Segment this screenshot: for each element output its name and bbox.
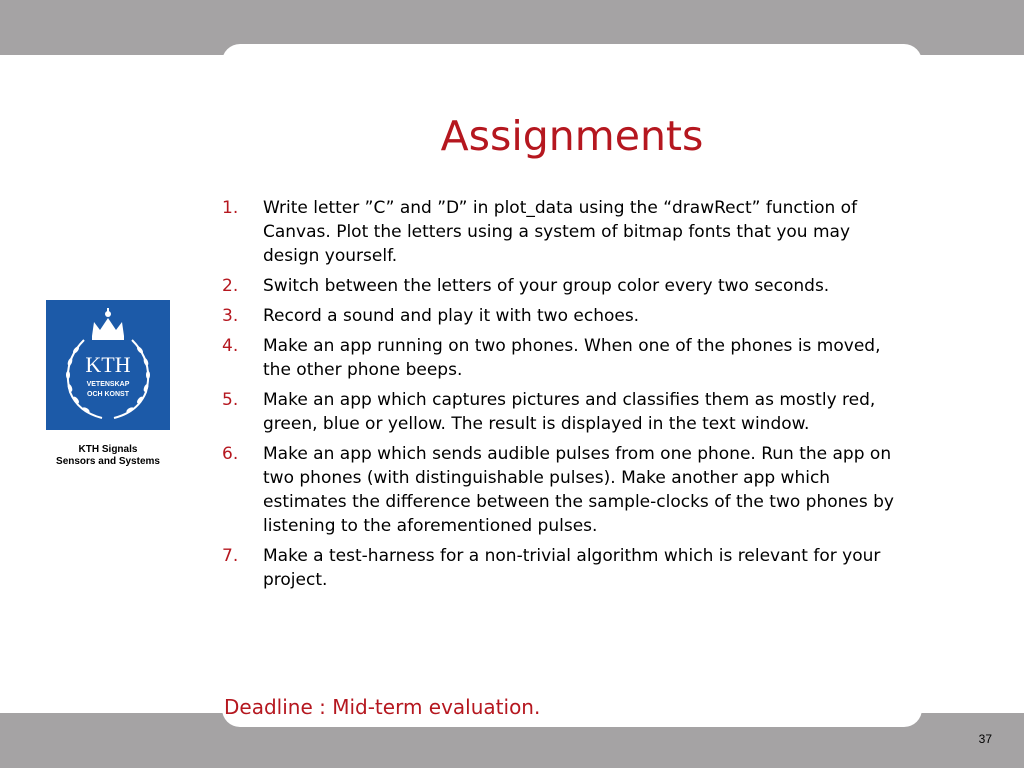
list-item [222,334,902,382]
item-text: Make an app which sends audible pulses from one phone. Run the app on two phones (with distinguishable pulses). Make another app which estimates the difference between the sample-clocks of the two phones by listening to the aforementioned pulses. [263,444,894,536]
item-number: 1. [222,198,239,218]
list-item [222,304,902,328]
list-item [222,388,902,436]
page-number: 37 [978,732,992,746]
item-text: Make an app running on two phones. When one of the phones is moved, the other phone beeps. [263,336,881,380]
item-number: 3. [222,306,239,326]
list-item [222,544,902,592]
item-number: 7. [222,546,239,566]
item-number: 6. [222,444,239,464]
logo-line2-text: OCH KONST [87,391,129,398]
item-text: Switch between the letters of your group color every two seconds. [263,276,830,296]
assignment-list [222,196,902,598]
list-item [222,274,902,298]
kth-logo [46,300,170,430]
logo-line1-text: VETENSKAP [86,381,130,388]
item-text: Make a test-harness for a non-trivial algorithm which is relevant for your project. [263,546,881,590]
kth-emblem-icon [46,300,170,430]
item-number: 2. [222,276,239,296]
slide-title: Assignments [440,112,704,160]
logo-main-text: KTH [85,352,131,377]
list-item [222,196,902,268]
list-item [222,442,902,538]
item-text: Write letter ”C” and ”D” in plot_data using the “drawRect” function of Canvas. Plot the letters using a system of bitmap fonts that you may design yourself. [263,198,858,266]
caption-line-1: KTH Signals [78,444,138,455]
item-number: 4. [222,336,239,356]
deadline-text: Deadline : Mid-term evaluation. [224,695,541,719]
item-text: Make an app which captures pictures and classifies them as mostly red, green, blue or yellow. The result is displayed in the text window. [263,390,876,434]
logo-caption [40,444,176,468]
caption-line-2: Sensors and Systems [56,456,160,467]
item-number: 5. [222,390,239,410]
item-text: Record a sound and play it with two echoes. [263,306,640,326]
